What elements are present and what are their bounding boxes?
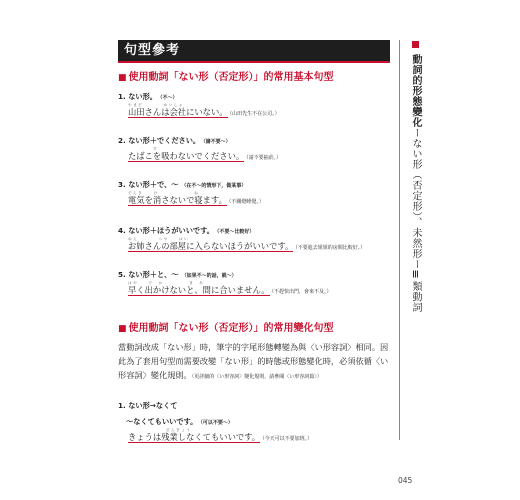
pattern-label: 2. ない形＋でください。 （請不要～）: [118, 136, 231, 145]
side-red-marker: [412, 41, 419, 48]
example-sentence: 電気を消さないで寝ます。 （不關燈睡覺。）: [128, 195, 264, 205]
example-sentence: きょうは残業しなくてもいいです。 （今天可以不要加班。）: [128, 432, 313, 442]
example-sentence: 山田さんは会社にいない。 （山田先生不在公司。）: [128, 107, 280, 117]
variation-item-1: [118, 401, 388, 445]
reference-note: （更詳細的〈い形容詞〉變化規則，請參閱〈い形容詞篇〉）: [191, 374, 322, 380]
furigana: ねえ へや はい: [128, 237, 190, 241]
pattern-item-3: [118, 180, 388, 208]
section-title-variation: ■ 使用動詞「ない形（否定形）」的常用變化句型: [118, 323, 334, 334]
pattern-label: 5. ない形＋と、～ （如果不～的話，就～）: [118, 270, 237, 279]
pattern-item-5: [118, 270, 388, 298]
furigana: ざんぎょう: [166, 428, 192, 432]
furigana: す: [153, 147, 159, 151]
example-sentence: お姉さんの部屋に入らないほうがいいです。 （不要進去姐姐的房間比較好。）: [128, 241, 366, 251]
furigana: でんき け ね: [128, 191, 200, 195]
furigana: はや で か ま あ: [128, 281, 205, 285]
pattern-label: 1. ない形。 （不～）: [118, 92, 178, 101]
header-underline: [118, 61, 390, 63]
example-sentence: たばこを吸わないでください。 （請不要抽菸。）: [128, 151, 282, 161]
section-title-basic: ■ 使用動詞「ない形（否定形）」的常用基本句型: [118, 72, 334, 83]
side-divider: [399, 40, 400, 440]
furigana: やまだ かいしゃ: [128, 103, 185, 107]
pattern-label: 4. ない形＋ほうがいいです。 （不要～比較好）: [118, 226, 255, 235]
pattern-item-4: [118, 226, 388, 254]
explanation-paragraph: 當動詞改成「ない形」時，筆字的字尾形態轉變為與〈い形容詞〉相同。因此為了套用句型而需要改變「ない形」的時態或形態變化時，必須依循〈い形容詞〉變化規則。（更詳細的〈い形容詞〉變化規則，請參閱〈い形容詞篇〉）: [118, 342, 389, 380]
page-number: 045: [398, 476, 413, 485]
pattern-item-1: [118, 92, 388, 120]
square-bullet-icon: ■: [118, 73, 127, 83]
header-title: 句型參考: [124, 43, 181, 58]
pattern-item-2: [118, 136, 388, 164]
side-chapter-label: 動詞的形態變化ーない形（否定形）、未然形ーⅢ類動詞: [410, 54, 421, 313]
pattern-sub-label: ～なくてもいいです。 （可以不要～）: [126, 417, 233, 426]
pattern-label: 3. ない形＋で、～ （在不～的情形下，做某事）: [118, 180, 247, 189]
square-bullet-icon: ■: [118, 324, 127, 334]
example-sentence: 早く出かけないと、間に合いません。 （不趕快出門，會來不及。）: [128, 285, 332, 295]
pattern-label: 1. ない形→なくて: [118, 401, 178, 410]
